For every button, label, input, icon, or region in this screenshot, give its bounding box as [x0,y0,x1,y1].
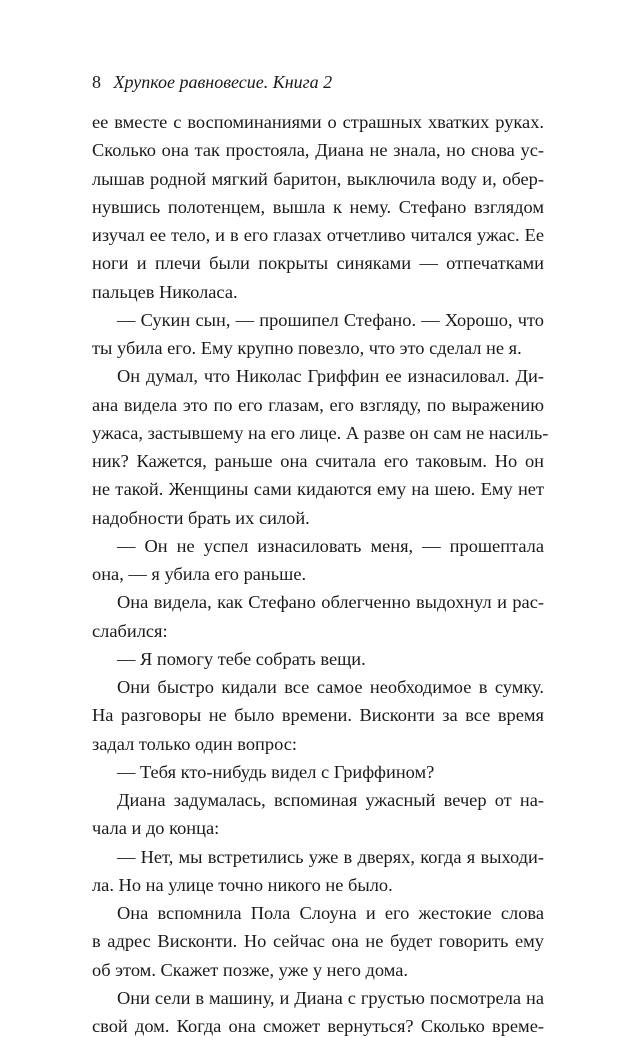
text-line: не такой. Женщины сами кидаются ему на шею. Ему нет [92,479,544,500]
text-line: — Тебя кто-нибудь видел с Гриффином? [117,761,435,782]
text-line: — Он не успел изнасиловать меня, — прошептала [117,535,544,556]
text-line: Диана задумалась, вспоминая ужасный вечер от на- [117,790,544,810]
text-line: Он думал, что Николас Гриффин ее изнасиловал. Ди- [117,366,544,387]
text-line: Сколько она так простояла, Диана не знала, но снова ус- [92,140,544,161]
text-line: слабился: [92,620,168,641]
text-line: Она видела, как Стефано облегченно выдохнул и рас- [117,592,544,613]
text-line: изучал ее тело, и в его глазах отчетливо читался ужас. Ее [92,225,544,245]
book-title: Хрупкое равновесие. Книга 2 [113,72,333,92]
text-line: — Нет, мы встретились уже в дверях, когда я выходи- [117,846,544,867]
text-line: ник? Кажется, раньше она считала его таковым. Но он [92,451,544,471]
text-line: — Сукин сын, — прошипел Стефано. — Хорошо, что [117,309,544,330]
text-line: задал только один вопрос: [92,733,298,754]
text-line: она, — я убила его раньше. [92,564,307,584]
body-text [92,108,549,1040]
text-line: в адрес Висконти. Но сейчас она не будет говорить ему [92,931,544,952]
text-line: ла. Но на улице точно никого не было. [92,874,393,895]
text-line: ана видела это по его глазам, его взгляду, по выражению [92,394,544,415]
text-line: — Я помогу тебе собрать вещи. [117,648,366,669]
text-line: нувшись полотенцем, вышла к нему. Стефано взглядом [92,196,544,217]
text-line: ноги и плечи были покрыты синяками — отпечатками [92,253,544,274]
text-line: об этом. Скажет позже, уже у него дома. [92,959,408,980]
text-line: Она вспомнила Пола Слоуна и его жестокие слова [117,903,544,923]
text-line: ужаса, застывшему на его лице. А разве он сам не насиль- [92,422,549,443]
text-line: Они сели в машину, и Диана с грустью посмотрела на [117,987,544,1008]
text-line: Они быстро кидали все самое необходимое в сумку. [117,677,544,697]
text-line: ты убила его. Ему крупно повезло, что это сделал не я. [92,338,522,358]
text-line: ее вместе с воспоминаниями о страшных хватких руках. [92,112,544,132]
page-number: 8 [92,72,101,92]
text-line: лышав родной мягкий баритон, выключила воду и, обер- [92,168,544,189]
text-line: чала и до конца: [92,818,220,839]
running-head [92,70,332,94]
text-line: На разговоры не было времени. Висконти за все время [92,705,544,726]
text-line: пальцев Николаса. [92,281,238,302]
text-line: свой дом. Когда она сможет вернуться? Сколько време- [92,1016,544,1036]
text-line: надобности брать их силой. [92,507,310,528]
